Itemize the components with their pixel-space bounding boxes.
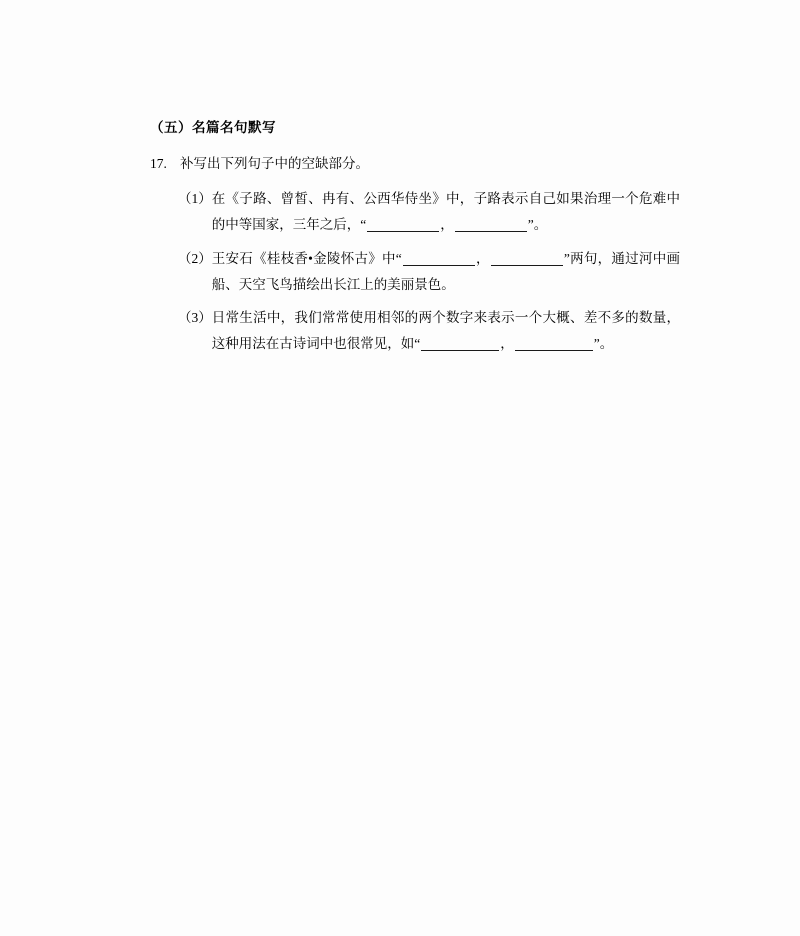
sub-question-text (212, 186, 680, 239)
document-content (150, 118, 680, 365)
list-item (150, 186, 680, 239)
list-item (150, 246, 680, 299)
sub-question-text-middle: ， (500, 336, 514, 352)
answer-blank[interactable] (455, 218, 527, 232)
answer-blank[interactable] (421, 338, 499, 352)
sub-question-text (212, 246, 680, 299)
sub-question-text-after: ”两句，通过河中画船、天空飞鸟描绘出长江上的美丽景色。 (211, 250, 680, 292)
answer-blank[interactable] (491, 252, 563, 266)
question-stem: 补写出下列句子中的空缺部分。 (180, 156, 369, 172)
sub-question-text-before: 王安石《桂枝香•金陵怀古》中“ (211, 250, 402, 266)
sub-question-text-after: ”。 (527, 217, 548, 233)
question-number: 17. (150, 156, 167, 172)
sub-question-label: （3） (178, 310, 212, 326)
sub-question-text-middle: ， (475, 250, 490, 266)
sub-question-text-before: 在《子路、曾皙、冉有、公西华侍坐》中，子路表示自己如果治理一个危难中的中等国家，三年之后，“ (211, 190, 680, 233)
list-item (150, 305, 680, 358)
sub-question-list (150, 186, 680, 358)
section-heading: （五）名篇名句默写 (150, 120, 276, 135)
sub-question-text-before: 日常生活中，我们常常使用相邻的两个数字来表示一个大概、差不多的数量，这种用法在古诗词中也很常见，如“ (211, 310, 680, 352)
answer-blank[interactable] (403, 252, 475, 266)
sub-question-label: （1） (178, 190, 212, 206)
question-block (150, 152, 680, 176)
answer-blank[interactable] (515, 338, 593, 352)
sub-question-text-after: ”。 (593, 336, 614, 352)
sub-question-label: （2） (178, 250, 212, 266)
sub-question-text-middle: ， (440, 217, 454, 233)
answer-blank[interactable] (367, 218, 439, 232)
sub-question-text (212, 305, 680, 358)
